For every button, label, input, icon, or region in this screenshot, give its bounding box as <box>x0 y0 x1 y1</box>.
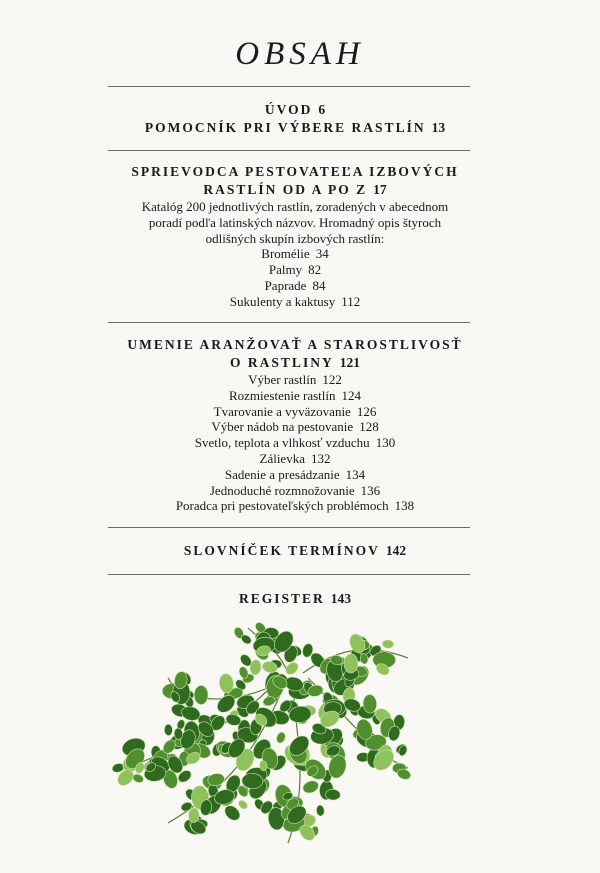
plant-leaf <box>316 805 325 817</box>
section-heading-line: RASTLÍN OD A PO Z <box>203 182 368 197</box>
toc-entry-slovnicek[interactable] <box>100 542 490 560</box>
toc-entry-label: Paprade <box>264 277 307 293</box>
toc-entry-page: 124 <box>341 387 361 403</box>
toc-entry-label: SLOVNÍČEK TERMÍNOV <box>183 543 380 558</box>
toc-entry[interactable] <box>100 419 490 435</box>
description-line: poradí podľa latinských názvov. Hromadný opis štyroch <box>148 214 442 230</box>
toc-entry[interactable] <box>100 467 490 483</box>
toc-entry[interactable] <box>100 262 490 278</box>
section-heading[interactable] <box>100 163 490 199</box>
toc-entry-page: 126 <box>356 403 377 419</box>
houseplant-image <box>108 618 438 853</box>
section-slovnicek <box>100 542 490 560</box>
toc-entry[interactable] <box>100 435 490 451</box>
plant-leaf <box>194 685 208 704</box>
toc-entry-page: 136 <box>360 482 381 498</box>
toc-entry-page: 112 <box>341 293 361 309</box>
section-description <box>100 199 490 246</box>
toc-entry-page: 130 <box>375 435 396 451</box>
toc-entry[interactable] <box>100 483 490 499</box>
section-register <box>100 590 490 608</box>
toc-entry[interactable] <box>100 451 490 467</box>
toc-entry-register[interactable] <box>100 590 490 608</box>
plant-foliage <box>111 620 412 843</box>
toc-entry[interactable] <box>100 278 490 294</box>
toc-entry-page: 122 <box>322 372 342 387</box>
section-heading-line: O RASTLINY <box>230 355 334 370</box>
divider <box>108 527 470 528</box>
toc-entry-label: Tvarovanie a vyväzovanie <box>213 403 351 419</box>
plant-leaf <box>283 660 300 677</box>
toc-entry-page: 128 <box>359 419 379 435</box>
toc-entry-label: Sukulenty a kaktusy <box>229 293 336 309</box>
toc-entry[interactable] <box>100 294 490 310</box>
description-line: odlišných skupín izbových rastlín: <box>205 230 385 246</box>
plant-leaf <box>301 779 320 795</box>
toc-entry[interactable] <box>100 404 490 420</box>
description-line: Katalóg 200 jednotlivých rastlín, zoradených v abecednom <box>141 199 449 214</box>
toc-entry-label: Jednoduché rozmnožovanie <box>209 482 355 498</box>
toc-entry-page: 13 <box>431 120 446 135</box>
toc-entry-page: 84 <box>312 277 326 293</box>
toc-entry-label: Rozmiestenie rastlín <box>228 387 336 403</box>
toc-entry-page: 82 <box>308 262 322 278</box>
toc-entry-label: Zálievka <box>259 450 305 466</box>
toc-entry-page: 6 <box>318 102 326 117</box>
plant-leaf <box>188 808 199 823</box>
toc-entry-label: ÚVOD <box>264 102 313 117</box>
toc-entry-label: Výber rastlín <box>248 372 317 387</box>
plant-leaf <box>164 724 172 736</box>
toc-entry[interactable] <box>100 388 490 404</box>
toc-entry-page: 143 <box>330 591 352 606</box>
toc-entry-label: Svetlo, teplota a vlhkosť vzduchu <box>194 435 370 451</box>
divider <box>108 574 470 575</box>
toc-entry-label: POMOCNÍK PRI VÝBERE RASTLÍN <box>144 120 426 135</box>
section-heading-line: UMENIE ARANŽOVAŤ A STAROSTLIVOSŤ <box>127 337 463 352</box>
toc-entry-page: 142 <box>385 543 407 558</box>
plant-leaf <box>237 799 249 811</box>
toc-entry-label: REGISTER <box>238 591 325 606</box>
section-sprievodca <box>100 163 490 310</box>
section-heading[interactable] <box>100 336 490 372</box>
section-umenie <box>100 336 490 514</box>
toc-entry-label: Palmy <box>268 262 303 278</box>
toc-entry-page: 138 <box>394 498 415 514</box>
toc-entry-label: Výber nádob na pestovanie <box>211 419 354 435</box>
toc-entry[interactable] <box>100 246 490 262</box>
toc-entry-pomocnik[interactable] <box>100 119 490 137</box>
divider <box>108 86 470 87</box>
plant-leaf <box>382 640 394 649</box>
divider <box>108 322 470 323</box>
plant-leaf <box>275 731 287 745</box>
section-heading-page: 17 <box>373 182 387 197</box>
toc-entry-uvod[interactable] <box>100 101 490 119</box>
toc-entry-label: Bromélie <box>261 246 310 262</box>
toc-entry-label: Sadenie a presádzanie <box>224 466 340 482</box>
toc-entry-label: Poradca pri pestovateľských problémoch <box>175 498 389 514</box>
toc-entry-page: 34 <box>315 246 329 262</box>
toc-entry[interactable] <box>100 372 490 388</box>
section-intro <box>100 101 490 137</box>
toc-entry-page: 134 <box>345 466 366 482</box>
divider <box>108 150 470 151</box>
section-heading-page: 121 <box>339 355 360 370</box>
section-heading-line: SPRIEVODCA PESTOVATEĽA IZBOVÝCH <box>131 164 459 179</box>
toc-entry-page: 132 <box>310 450 331 466</box>
page-title: OBSAH <box>235 36 365 72</box>
toc-entry[interactable] <box>100 498 490 514</box>
plant-leaf <box>344 654 358 673</box>
